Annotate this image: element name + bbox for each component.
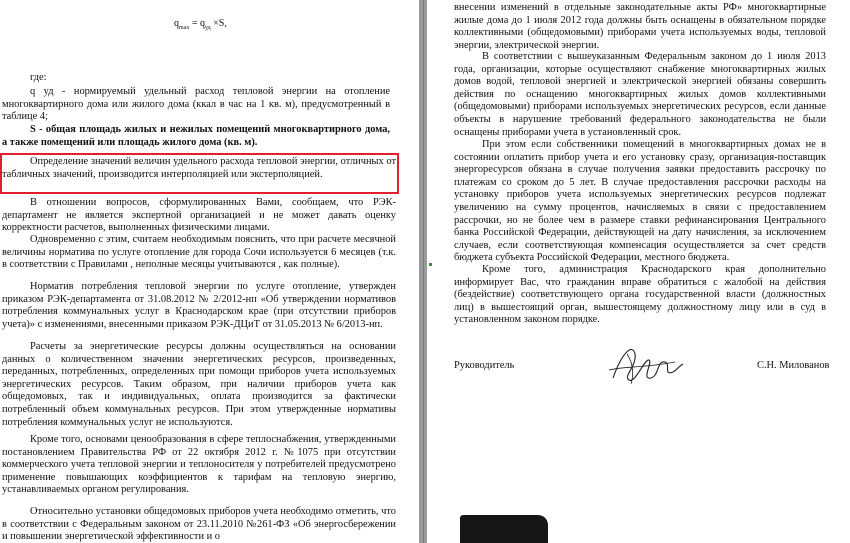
- paragraph-sochi-months: Одновременно с этим, считаем необходимым пояснить, что при расчете месячной величины норматива по услуге отопление для города Сочи используется 6 месяцев (т.к. в соответствии с Правилами , неполные месяцы учитываются , как полные).: [2, 234, 396, 271]
- document-page-left: [0, 0, 419, 543]
- page-gutter-line: [423, 0, 424, 543]
- paragraph-pricing-basis: Кроме того, основами ценообразования в сфере теплоснабжения, утвержденными постановлением Правительства РФ от 22 октября 2012 г. №1075 при отсутствии коммерческого учета тепловой энергии и теплоносителя у потребителей предусмотрено применение повышающих коэффициентов к тарифам на тепловую энергию, устанавливаемых органом регулирования.: [2, 434, 396, 496]
- paragraph-where: где:: [30, 72, 47, 83]
- signature-title: Руководитель: [454, 360, 515, 371]
- paragraph-interpolation: Определение значений величин удельного расхода тепловой энергии, отличных от табличных значений, производится интерполяцией или экстерполяцией.: [2, 156, 396, 180]
- paragraph-installment: При этом если собственники помещений в многоквартирных домах не в состоянии оплатить прибор учета и его установку сразу, организация-поставщик энергоресурсов обязана в случае получения заявки предоставить рассрочку по платежам со сроком до 5 лет. В случае предоставления рассрочки расходы на установку приборов учета используемых энергетических ресурсов подлежат увеличению на сумму процентов, начисляемых в связи с предоставлением рассрочки, но не более чем в размере ставки рефинансирования Центрального банка Российской Федерации, действующей на дату начисления, за исключением случаев, если соответствующая компенсация осуществляется за счет средств бюджета субъекта Российской Федерации, местного бюджета.: [454, 139, 826, 264]
- paragraph-law-continuation: внесении изменений в отдельные законодательные акты РФ» многоквартирные жилые дома до 1 июля 2012 года должны быть оснащены в обязательном порядке коллективными (общедомовыми) приборами учета используемых воды, тепловой энергии, электрической энергии.: [454, 2, 826, 51]
- document-page-right: [427, 0, 850, 543]
- paragraph-s-definition: S - общая площадь жилых и нежилых помещений многоквартирного дома, а также помещений или площадь жилого дома (кв. м).: [2, 124, 390, 148]
- highlight-box: [0, 153, 399, 194]
- signature-name: С.Н. Милованов: [757, 360, 830, 371]
- margin-marker: [429, 263, 432, 266]
- handwritten-signature: [605, 340, 685, 390]
- paragraph-federal-law: В соответствии с вышеуказанным Федеральным законом до 1 июля 2013 года, организации, которые осуществляют снабжение многоквартирных жилых домов водой, тепловой энергией и электрической энергией обязаны совершить действия по оснащению многоквартирных жилых домов коллективными (общедомовыми) приборами используемых энергетических ресурсов, если данные объекты в нарушение требований федерального законодательства не были оснащены приборами учета в установленный срок.: [454, 51, 826, 138]
- redaction-block: [460, 515, 548, 543]
- paragraph-normative: Норматив потребления тепловой энергии по услуге отопление, утвержден приказом РЭК-департамента от 31.08.2012 № 2/2012-нп «Об утверждении нормативов потребления коммунальных услуг в Краснодарском крае (при отсутствии приборов учета)» с изменениями, внесенными приказом РЭК-ДЦиТ от 31.05.2013 № 6/2013-нп.: [2, 281, 396, 330]
- formula: $q_{max} = q_{уд} \times S$,: [174, 18, 227, 31]
- paragraph-calculations: Расчеты за энергетические ресурсы должны осуществляться на основании данных о количественном значении энергетических ресурсов, произведенных, переданных, потребленных, определенных при помощи приборов учета используемых энергетических ресурсов. Таким образом, при наличии приборов учета как общедомовых, так и индивидуальных, оплата производится за фактически потребленный объем коммунальных ресурсов. При этом утвержденные нормативы потребления коммунальных услуг не используются.: [2, 341, 396, 428]
- paragraph-meter-installation: Относительно установки общедомовых приборов учета необходимо отметить, что в соответствии с Федеральным законом от 23.11.2010 №261-ФЗ «Об энергосбережении и повышении энергетической эффективности и о: [2, 506, 396, 543]
- paragraph-rek-expert: В отношении вопросов, сформулированных Вами, сообщаем, что РЭК-департамент не является экспертной организацией и не может давать оценку корректности расчетов, выполненных физическими лицами.: [2, 197, 396, 234]
- paragraph-complaint: Кроме того, администрация Краснодарского края дополнительно информирует Вас, что гражданин вправе обратиться с жалобой на действия (бездействие) соответствующего органа государственной власти (должностных лиц) в вышестоящий орган, вышестоящему должностному лицу или в суд в установленном законом порядке.: [454, 264, 826, 326]
- paragraph-q-definition: q уд - нормируемый удельный расход тепловой энергии на отопление многоквартирного дома или жилого дома (ккал в час на 1 кв. м), предусмотренный в таблице 4;: [2, 86, 390, 123]
